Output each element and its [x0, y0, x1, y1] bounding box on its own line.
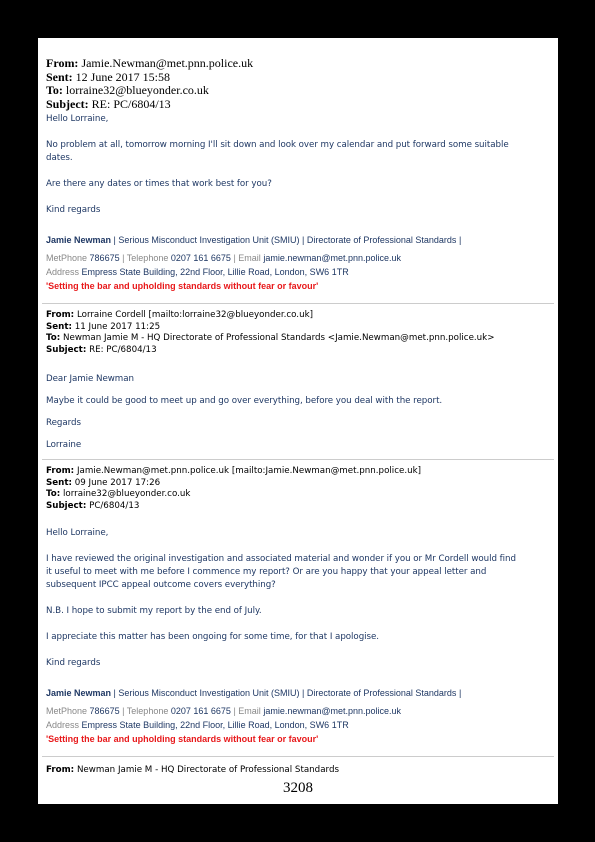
signature-directorate: Directorate of Professional Standards [306, 688, 457, 698]
separator: | [302, 235, 305, 245]
email3-para1-line1: I have reviewed the original investigation and associated material and wonder if you or Mr Cordell would find [46, 554, 516, 564]
email1-closing: Kind regards [46, 205, 101, 215]
from-label: From: [46, 56, 79, 70]
email3-para2: N.B. I hope to submit my report by the end of July. [46, 606, 262, 616]
signature-unit: Serious Misconduct Investigation Unit (SMIU) [118, 688, 300, 698]
email2-sender: Lorraine [46, 440, 82, 450]
sent-label: Sent: [46, 477, 72, 488]
email2-header [46, 310, 550, 356]
email1-subject: RE: PC/6804/13 [91, 96, 171, 111]
signature-address-row [46, 718, 550, 732]
sent-label: Sent: [46, 321, 72, 332]
sent-label: Sent: [46, 69, 73, 84]
separator: | [302, 688, 305, 698]
email2-body [46, 374, 550, 451]
email2-subject: RE: PC/6804/13 [89, 344, 157, 355]
email1-subject-row [46, 98, 550, 112]
from-label: From: [46, 466, 75, 476]
separator: | [458, 688, 462, 698]
signature-block-1 [46, 233, 550, 293]
metphone-label: MetPhone [46, 253, 88, 263]
email-label: Email [238, 253, 261, 263]
signature-motto: 'Setting the bar and upholding standards without fear or favour' [46, 281, 319, 291]
metphone-value: 786675 [89, 706, 120, 716]
email3-sent: 09 June 2017 17:26 [74, 477, 161, 488]
email3-closing: Kind regards [46, 658, 101, 668]
signature-contact-row [46, 251, 550, 265]
email-value[interactable]: jamie.newman@met.pnn.police.uk [263, 706, 402, 716]
from-label: From: [46, 310, 75, 320]
email1-para1-line2: dates. [46, 153, 73, 163]
separator: | [233, 706, 236, 716]
document-page [38, 38, 558, 804]
signature-address-row [46, 265, 550, 279]
signature-directorate: Directorate of Professional Standards [306, 235, 457, 245]
email3-subject: PC/6804/13 [89, 500, 140, 511]
email3-from: Jamie.Newman@met.pnn.police.uk [mailto:Jamie.Newman@met.pnn.police.uk] [76, 466, 422, 476]
address-label: Address [46, 720, 80, 730]
signature-block-2 [46, 686, 550, 746]
email1-from: Jamie.Newman@met.pnn.police.uk [81, 56, 254, 70]
email3-para1-line2: it useful to meet with me before I commence my report? Or are you happy that your appeal letter and [46, 567, 487, 577]
email4-from: Newman Jamie M - HQ Directorate of Professional Standards [76, 765, 339, 775]
signature-unit: Serious Misconduct Investigation Unit (SMIU) [118, 235, 300, 245]
telephone-label: Telephone [126, 253, 169, 263]
separator: | [122, 706, 125, 716]
page-number: 3208 [283, 780, 313, 796]
address-value: Empress State Building, 22nd Floor, Lillie Road, London, SW6 1TR [81, 267, 349, 277]
email3-to: lorraine32@blueyonder.co.uk [62, 489, 191, 499]
to-label: To: [46, 333, 61, 343]
email2-closing: Regards [46, 418, 81, 428]
divider [42, 459, 554, 460]
subject-label: Subject: [46, 500, 87, 511]
email1-sent: 12 June 2017 15:58 [75, 69, 171, 84]
email1-to: lorraine32@blueyonder.co.uk [65, 83, 209, 97]
metphone-label: MetPhone [46, 706, 88, 716]
address-value: Empress State Building, 22nd Floor, Lillie Road, London, SW6 1TR [81, 720, 349, 730]
signature-name-row [46, 686, 550, 700]
email-label: Email [238, 706, 261, 716]
email3-greeting: Hello Lorraine, [46, 528, 109, 538]
email1-sent-row [46, 71, 550, 85]
email1-from-row [46, 57, 550, 71]
subject-label: Subject: [46, 344, 87, 355]
signature-name-row [46, 233, 550, 247]
email1-greeting: Hello Lorraine, [46, 114, 109, 124]
subject-label: Subject: [46, 96, 89, 111]
separator: | [113, 688, 116, 698]
email3-para1-line3: subsequent IPCC appeal outcome covers everything? [46, 580, 276, 590]
email2-from: Lorraine Cordell [mailto:lorraine32@blueyonder.co.uk] [76, 310, 313, 320]
email1-para1-line1: No problem at all, tomorrow morning I'll sit down and look over my calendar and put forward some suitable [46, 140, 509, 150]
separator: | [113, 235, 116, 245]
email-value[interactable]: jamie.newman@met.pnn.police.uk [263, 253, 402, 263]
divider [42, 756, 554, 757]
signature-motto: 'Setting the bar and upholding standards without fear or favour' [46, 734, 319, 744]
email1-body [46, 113, 550, 217]
email1-header [46, 57, 550, 111]
separator: | [458, 235, 462, 245]
email3-para3: I appreciate this matter has been ongoing for some time, for that I apologise. [46, 632, 380, 642]
email1-para2: Are there any dates or times that work best for you? [46, 179, 272, 189]
email2-greeting: Dear Jamie Newman [46, 374, 134, 384]
to-label: To: [46, 83, 63, 97]
signature-name: Jamie Newman [46, 688, 112, 698]
to-label: To: [46, 489, 61, 499]
telephone-value: 0207 161 6675 [170, 253, 231, 263]
email1-to-row [46, 84, 550, 98]
telephone-label: Telephone [126, 706, 169, 716]
metphone-value: 786675 [89, 253, 120, 263]
address-label: Address [46, 267, 80, 277]
telephone-value: 0207 161 6675 [170, 706, 231, 716]
email3-header [46, 466, 550, 512]
email2-sent: 11 June 2017 11:25 [74, 321, 161, 332]
email4-header [46, 765, 550, 777]
email3-body [46, 527, 550, 670]
email2-para1: Maybe it could be good to meet up and go over everything, before you deal with the report. [46, 396, 443, 406]
divider [42, 303, 554, 304]
separator: | [233, 253, 236, 263]
email2-to: Newman Jamie M - HQ Directorate of Professional Standards <Jamie.Newman@met.pnn.police.uk> [62, 333, 495, 343]
from-label: From: [46, 765, 75, 775]
signature-name: Jamie Newman [46, 235, 112, 245]
separator: | [122, 253, 125, 263]
signature-contact-row [46, 704, 550, 718]
